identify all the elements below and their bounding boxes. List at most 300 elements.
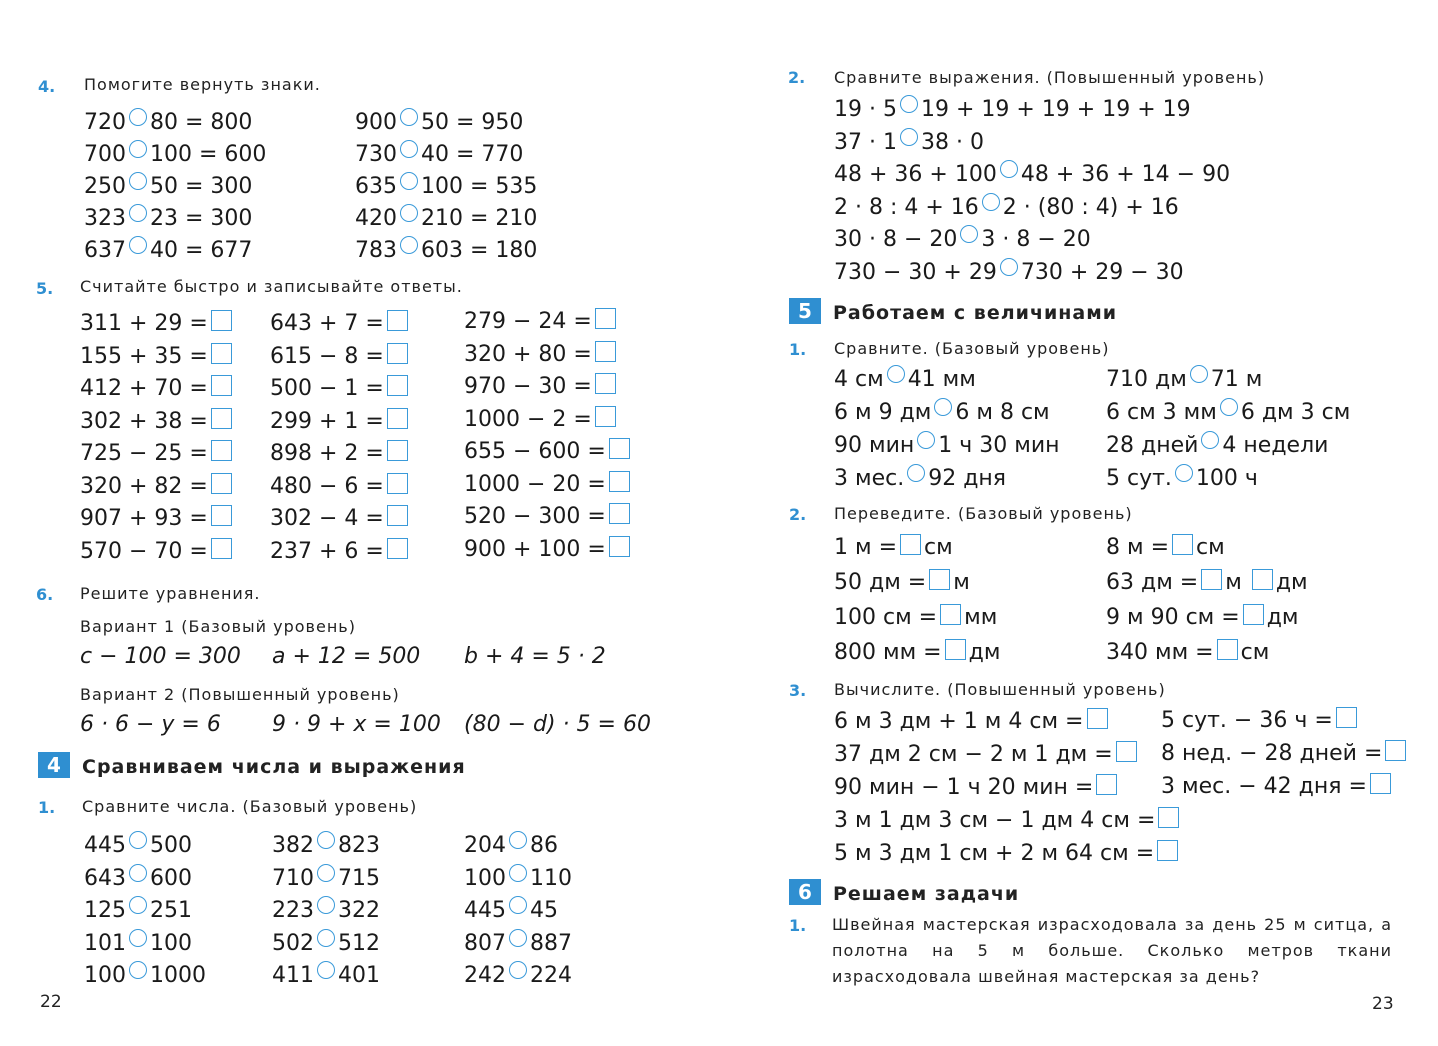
comparison-row (84, 236, 252, 263)
expression: 50 дм = (834, 570, 927, 595)
comparison-circle[interactable] (1175, 464, 1193, 482)
comparison-circle[interactable] (317, 864, 335, 882)
left-operand: 37 · 1 (834, 129, 897, 155)
left-operand: 223 (272, 898, 314, 923)
left-operand: 807 (464, 930, 506, 956)
left-operand: 710 (272, 865, 314, 891)
left-operand: 4 см (834, 367, 884, 392)
comparison-circle[interactable] (317, 831, 335, 849)
comparison-circle[interactable] (317, 961, 335, 979)
left-operand: 720 (84, 110, 126, 135)
section-6-header (789, 879, 1019, 905)
right-operand: 2 · (80 : 4) + 16 (1002, 194, 1179, 220)
expression: 570 − 70 = (80, 538, 208, 564)
answer-box[interactable] (1157, 840, 1178, 861)
comparison-circle[interactable] (509, 896, 527, 914)
unit-label: дм (1266, 605, 1299, 630)
answer-box[interactable] (900, 534, 921, 555)
expression: 37 дм 2 см − 2 м 1 дм = (834, 742, 1113, 767)
answer-box[interactable] (387, 538, 408, 559)
expression: 311 + 29 = (80, 311, 208, 336)
comparison-row (355, 204, 537, 231)
answer-box[interactable] (387, 343, 408, 364)
calc-row (1161, 707, 1360, 733)
calc-row (464, 308, 619, 334)
section-6-task-1-number: 1. (789, 916, 807, 935)
expression: 900 + 100 = (464, 536, 606, 562)
calc-row (80, 310, 235, 336)
equation: 6 · 6 − y = 6 (80, 712, 221, 737)
answer-box[interactable] (211, 408, 232, 429)
answer-box[interactable] (609, 471, 630, 492)
right-operand: 1000 (150, 963, 206, 988)
calc-row (80, 538, 235, 564)
calc-row (80, 473, 235, 499)
expression: 320 + 82 = (80, 473, 208, 499)
section-5-task-1-number: 1. (789, 340, 807, 359)
task-5-instruction: Считайте быстро и записывайте ответы. (80, 277, 463, 296)
right-operand: 80 = 800 (150, 110, 253, 135)
expression: 237 + 6 = (270, 538, 384, 564)
comparison-circle[interactable] (934, 398, 952, 416)
right-operand: 512 (338, 930, 380, 956)
comparison-circle[interactable] (129, 896, 147, 914)
comparison-circle[interactable] (317, 896, 335, 914)
comparison-circle[interactable] (129, 831, 147, 849)
unit-label: м (953, 570, 970, 595)
calc-row (464, 373, 619, 399)
right-operand: 38 · 0 (920, 129, 984, 155)
left-operand: 101 (84, 930, 126, 956)
equation: (80 − d) · 5 = 60 (464, 712, 651, 737)
expression: 8 м = (1106, 535, 1170, 560)
left-operand: 242 (464, 963, 506, 988)
comparison-row (834, 160, 1230, 187)
convert-row (834, 569, 970, 595)
left-operand: 445 (84, 833, 126, 858)
convert-row (834, 639, 1000, 665)
comparison-circle[interactable] (129, 864, 147, 882)
calc-row (834, 741, 1140, 767)
answer-box[interactable] (1370, 773, 1391, 794)
answer-box[interactable] (595, 406, 616, 427)
left-operand: 502 (272, 930, 314, 956)
expression: 3 м 1 дм 3 см − 1 дм 4 см = (834, 808, 1156, 833)
comparison-row (272, 831, 380, 858)
right-operand: 92 дня (928, 466, 1007, 491)
comparison-circle[interactable] (982, 193, 1000, 211)
comparison-circle[interactable] (917, 431, 935, 449)
left-operand: 700 (84, 142, 126, 167)
expression: 907 + 93 = (80, 506, 208, 531)
comparison-circle[interactable] (400, 172, 418, 190)
word-problem-text: Швейная мастерская израсходовала за день 25 м ситца, а полотна на 5 м больше. Сколько метров ткани израсходовала швейная мастерская за день? (832, 915, 1392, 986)
answer-box[interactable] (609, 536, 630, 557)
right-operand: 48 + 36 + 14 − 90 (1020, 162, 1231, 187)
comparison-circle[interactable] (907, 464, 925, 482)
section-5-task-2-number: 2. (789, 505, 807, 524)
right-operand: 23 = 300 (150, 206, 253, 231)
comparison-row (464, 896, 558, 923)
section-title: Сравниваем числа и выражения (82, 756, 466, 778)
calc-row (270, 310, 411, 336)
answer-box[interactable] (1217, 639, 1238, 660)
comparison-circle[interactable] (1000, 258, 1018, 276)
comparison-row (464, 831, 558, 858)
left-operand: 323 (84, 206, 126, 231)
comparison-row (272, 929, 380, 956)
comparison-circle[interactable] (960, 225, 978, 243)
right-operand: 210 = 210 (421, 206, 538, 231)
answer-box[interactable] (1116, 741, 1137, 762)
expression: 155 + 35 = (80, 343, 208, 369)
section-5-task-2-instruction: Переведите. (Базовый уровень) (834, 504, 1133, 523)
right-operand: 110 (530, 865, 572, 891)
expression: 615 − 8 = (270, 343, 384, 369)
right-operand: 100 = 600 (150, 142, 267, 167)
calc-row (834, 807, 1182, 833)
answer-box[interactable] (1158, 807, 1179, 828)
comparison-row (1106, 365, 1262, 392)
task-2-instruction: Сравните выражения. (Повышенный уровень) (834, 68, 1266, 87)
answer-box[interactable] (211, 473, 232, 494)
left-operand: 6 м 9 дм (834, 400, 932, 425)
expression: 970 − 30 = (464, 374, 592, 399)
right-operand: 19 + 19 + 19 + 19 + 19 (920, 97, 1191, 122)
left-operand: 635 (355, 174, 397, 199)
comparison-row (834, 464, 1006, 491)
calc-row (1161, 773, 1394, 799)
section-title: Решаем задачи (833, 883, 1020, 905)
section-title: Работаем с величинами (833, 302, 1118, 324)
answer-box[interactable] (387, 440, 408, 461)
equation: a + 12 = 500 (272, 644, 421, 669)
comparison-row (84, 831, 192, 858)
comparison-circle[interactable] (509, 831, 527, 849)
answer-box[interactable] (211, 375, 232, 396)
section-4-task-1-instruction: Сравните числа. (Базовый уровень) (82, 797, 418, 816)
comparison-circle[interactable] (509, 929, 527, 947)
task-2-number: 2. (788, 68, 806, 87)
answer-box[interactable] (1201, 569, 1222, 590)
calc-row (464, 503, 633, 529)
left-operand: 2 · 8 : 4 + 16 (834, 194, 979, 220)
comparison-circle[interactable] (400, 140, 418, 158)
comparison-circle[interactable] (317, 929, 335, 947)
answer-box[interactable] (1252, 569, 1273, 590)
convert-row (1106, 639, 1269, 665)
page-number-left: 22 (40, 992, 62, 1012)
convert-row (1106, 534, 1225, 560)
convert-row (1106, 569, 1308, 595)
left-operand: 90 мин (834, 433, 915, 458)
comparison-row (355, 236, 537, 263)
comparison-row (464, 864, 572, 891)
right-operand: 887 (530, 930, 572, 956)
expression: 9 м 90 см = (1106, 605, 1240, 630)
left-operand: 411 (272, 963, 314, 988)
right-operand: 251 (150, 898, 192, 923)
comparison-circle[interactable] (129, 108, 147, 126)
expression: 412 + 70 = (80, 376, 208, 401)
answer-box[interactable] (609, 503, 630, 524)
comparison-row (84, 204, 252, 231)
answer-box[interactable] (387, 375, 408, 396)
left-operand: 30 · 8 − 20 (834, 227, 958, 252)
comparison-row (1106, 464, 1258, 491)
expression: 279 − 24 = (464, 309, 592, 334)
unit-label: дм (1275, 570, 1308, 595)
expression: 1 м = (834, 535, 898, 560)
comparison-row (355, 108, 523, 135)
left-operand: 445 (464, 898, 506, 923)
section-4-header (38, 752, 466, 778)
expression: 5 м 3 дм 1 см + 2 м 64 см = (834, 841, 1155, 866)
answer-box[interactable] (1336, 707, 1357, 728)
answer-box[interactable] (945, 639, 966, 660)
answer-box[interactable] (387, 505, 408, 526)
answer-box[interactable] (595, 373, 616, 394)
variant-2-label: Вариант 2 (Повышенный уровень) (80, 685, 400, 704)
task-6-instruction: Решите уравнения. (80, 584, 261, 603)
left-operand: 250 (84, 174, 126, 199)
answer-box[interactable] (1096, 774, 1117, 795)
section-5-task-1-instruction: Сравните. (Базовый уровень) (834, 339, 1110, 358)
right-operand: 100 ч (1195, 466, 1258, 491)
expression: 1000 − 20 = (464, 471, 606, 497)
calc-row (270, 440, 411, 466)
answer-box[interactable] (940, 604, 961, 625)
left-operand: 5 сут. (1106, 466, 1172, 491)
section-badge: 6 (789, 879, 821, 905)
right-operand: 45 (530, 898, 558, 923)
comparison-circle[interactable] (1220, 398, 1238, 416)
expression: 500 − 1 = (270, 376, 384, 401)
comparison-circle[interactable] (887, 365, 905, 383)
expression: 302 − 4 = (270, 506, 384, 531)
left-operand: 100 (84, 963, 126, 988)
calc-row (464, 471, 633, 497)
comparison-row (834, 193, 1179, 220)
comparison-circle[interactable] (129, 929, 147, 947)
comparison-circle[interactable] (400, 204, 418, 222)
answer-box[interactable] (387, 408, 408, 429)
right-operand: 6 дм 3 см (1240, 400, 1351, 425)
answer-box[interactable] (929, 569, 950, 590)
comparison-row (84, 896, 192, 923)
calc-row (80, 440, 235, 466)
calc-row (270, 408, 411, 434)
answer-box[interactable] (387, 310, 408, 331)
right-operand: 3 · 8 − 20 (981, 227, 1091, 252)
expression: 6 м 3 дм + 1 м 4 см = (834, 709, 1084, 734)
section-5-header (789, 298, 1117, 324)
calc-row (270, 538, 411, 564)
right-operand: 41 мм (907, 367, 976, 392)
comparison-circle[interactable] (129, 961, 147, 979)
comparison-circle[interactable] (900, 95, 918, 113)
right-operand: 401 (338, 963, 380, 988)
answer-box[interactable] (595, 341, 616, 362)
comparison-circle[interactable] (129, 204, 147, 222)
comparison-circle[interactable] (1190, 365, 1208, 383)
answer-box[interactable] (1243, 604, 1264, 625)
right-operand: 100 = 535 (421, 174, 538, 199)
calc-row (464, 536, 633, 562)
expression: 320 + 80 = (464, 341, 592, 367)
comparison-circle[interactable] (400, 108, 418, 126)
right-operand: 40 = 770 (421, 142, 524, 167)
left-operand: 125 (84, 898, 126, 923)
expression: 725 − 25 = (80, 441, 208, 466)
comparison-circle[interactable] (900, 128, 918, 146)
comparison-row (355, 140, 523, 167)
equation: 9 · 9 + x = 100 (272, 712, 441, 737)
expression: 340 мм = (1106, 640, 1214, 665)
section-4-task-1-number: 1. (38, 798, 56, 817)
comparison-row (464, 929, 572, 956)
task-4-instruction: Помогите вернуть знаки. (84, 75, 321, 94)
left-operand: 420 (355, 206, 397, 231)
calc-row (834, 774, 1120, 800)
left-operand: 3 мес. (834, 466, 905, 491)
comparison-row (834, 365, 976, 392)
answer-box[interactable] (1385, 740, 1406, 761)
calc-row (464, 406, 619, 432)
comparison-row (272, 896, 380, 923)
right-operand: 71 м (1210, 367, 1263, 392)
answer-box[interactable] (1087, 708, 1108, 729)
left-operand: 382 (272, 833, 314, 858)
unit-label: мм (964, 605, 998, 630)
comparison-row (355, 172, 537, 199)
comparison-row (834, 431, 1060, 458)
left-operand: 730 (355, 142, 397, 167)
comparison-row (464, 961, 572, 988)
answer-box[interactable] (211, 440, 232, 461)
left-operand: 204 (464, 833, 506, 858)
comparison-row (272, 961, 380, 988)
left-operand: 28 дней (1106, 433, 1199, 458)
calc-row (834, 840, 1181, 866)
comparison-row (84, 864, 192, 891)
comparison-circle[interactable] (1000, 160, 1018, 178)
expression: 302 + 38 = (80, 408, 208, 434)
right-operand: 730 + 29 − 30 (1020, 259, 1184, 285)
expression: 800 мм = (834, 640, 942, 665)
left-operand: 48 + 36 + 100 (834, 162, 997, 187)
comparison-circle[interactable] (129, 140, 147, 158)
expression: 5 сут. − 36 ч = (1161, 708, 1333, 733)
convert-row (834, 604, 997, 630)
comparison-circle[interactable] (509, 864, 527, 882)
right-operand: 6 м 8 см (955, 400, 1050, 425)
task-4-number: 4. (38, 77, 56, 96)
answer-box[interactable] (211, 505, 232, 526)
comparison-row (1106, 431, 1328, 458)
calc-row (270, 505, 411, 531)
comparison-row (834, 128, 984, 155)
calc-row (270, 473, 411, 499)
left-operand: 100 (464, 865, 506, 891)
unit-label: см (1240, 640, 1270, 665)
left-operand: 730 − 30 + 29 (834, 259, 997, 285)
convert-row (1106, 604, 1299, 630)
comparison-circle[interactable] (129, 236, 147, 254)
comparison-row (84, 108, 252, 135)
right-operand: 50 = 300 (150, 174, 253, 199)
calc-row (464, 341, 619, 367)
right-operand: 603 = 180 (421, 238, 538, 263)
page-number-right: 23 (1372, 994, 1394, 1014)
right-operand: 322 (338, 898, 380, 923)
answer-box[interactable] (211, 310, 232, 331)
comparison-row (272, 864, 380, 891)
comparison-circle[interactable] (129, 172, 147, 190)
expression: 520 − 300 = (464, 504, 606, 529)
left-operand: 710 дм (1106, 367, 1187, 392)
expression: 90 мин − 1 ч 20 мин = (834, 775, 1094, 800)
right-operand: 600 (150, 865, 192, 891)
answer-box[interactable] (1172, 534, 1193, 555)
convert-row (834, 534, 953, 560)
section-badge: 4 (38, 752, 70, 778)
answer-box[interactable] (211, 538, 232, 559)
expression: 100 см = (834, 605, 938, 630)
expression: 643 + 7 = (270, 311, 384, 336)
right-operand: 500 (150, 833, 192, 858)
right-operand: 86 (530, 833, 558, 858)
comparison-row (1106, 398, 1350, 425)
left-operand: 783 (355, 238, 397, 263)
expression: 1000 − 2 = (464, 406, 592, 432)
answer-box[interactable] (609, 438, 630, 459)
right-operand: 1 ч 30 мин (938, 433, 1060, 458)
answer-box[interactable] (595, 308, 616, 329)
calc-row (80, 343, 235, 369)
section-5-task-3-number: 3. (789, 681, 807, 700)
right-operand: 50 = 950 (421, 110, 524, 135)
expression: 3 мес. − 42 дня = (1161, 774, 1367, 799)
calc-row (834, 708, 1111, 734)
comparison-row (834, 95, 1191, 122)
comparison-circle[interactable] (509, 961, 527, 979)
unit-label: дм (968, 640, 1001, 665)
comparison-row (834, 225, 1091, 252)
comparison-row (84, 140, 266, 167)
task-5-number: 5. (36, 279, 54, 298)
unit-label: см (924, 535, 953, 560)
section-5-task-3-instruction: Вычислите. (Повышенный уровень) (834, 680, 1166, 699)
answer-box[interactable] (211, 343, 232, 364)
calc-row (1161, 740, 1409, 766)
comparison-circle[interactable] (1201, 431, 1219, 449)
answer-box[interactable] (387, 473, 408, 494)
equation: b + 4 = 5 · 2 (464, 644, 606, 669)
right-operand: 823 (338, 833, 380, 858)
section-badge: 5 (789, 298, 821, 324)
equation: c − 100 = 300 (80, 644, 241, 669)
expression: 299 + 1 = (270, 408, 384, 434)
calc-row (464, 438, 633, 464)
comparison-row (84, 929, 192, 956)
expression: 480 − 6 = (270, 473, 384, 499)
calc-row (270, 343, 411, 369)
calc-row (80, 505, 235, 531)
comparison-circle[interactable] (400, 236, 418, 254)
calc-row (270, 375, 411, 401)
variant-1-label: Вариант 1 (Базовый уровень) (80, 617, 356, 636)
